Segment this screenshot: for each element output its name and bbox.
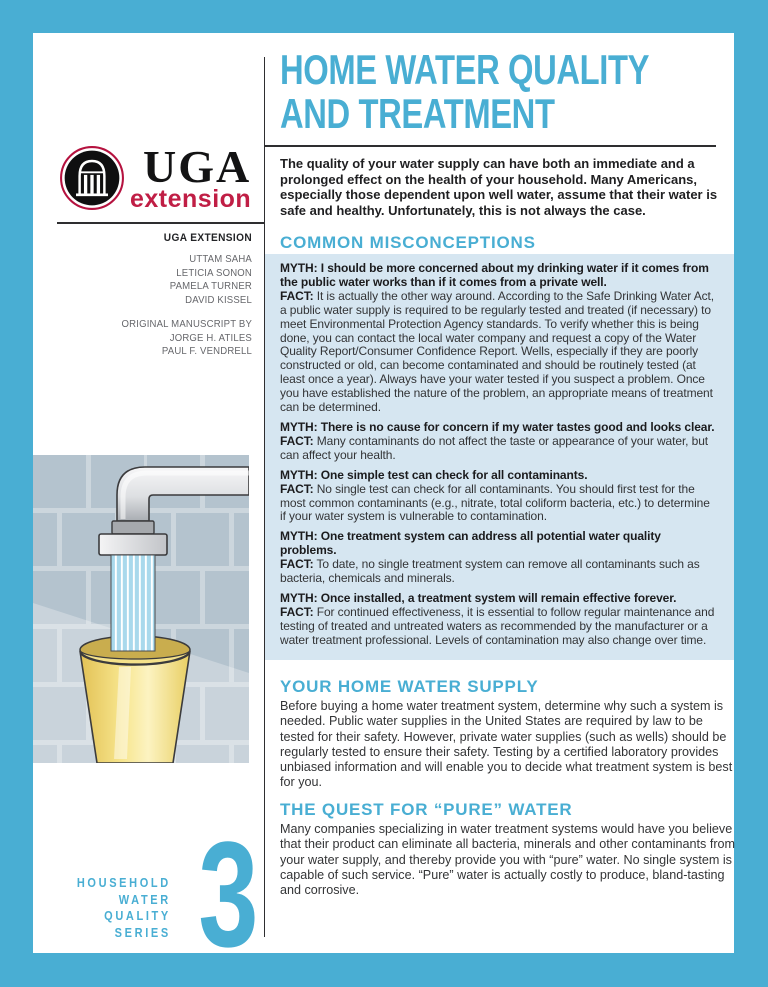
series-badge <box>33 810 258 978</box>
author-name: PAMELA TURNER <box>169 281 252 292</box>
document-page <box>33 33 736 978</box>
misconceptions-box <box>265 254 734 660</box>
pure-water-paragraph: Many companies specializing in water treatment systems would have you believe that their product can eliminate all bacteria, minerals and other contaminants from your water supply, and thereby provide you with “pure” water. No single system is capable of such service. “Pure” water is actually costly to produce, bland-tasting and corrosive. <box>280 822 736 898</box>
myth-item <box>280 592 718 648</box>
manuscript-credits <box>73 318 252 359</box>
cup-body <box>80 651 190 763</box>
fact-text: It is actually the other way around. According to the Safe Drinking Water Act, a public water supply is required to be regularly tested and treated (if necessary) to meet Environmental Protection Agency standards. To verify whether this is being done, you can contact the local water company and request a copy of the Water Quality Report/Consumer Confidence Report. Wells, especially if they are poorly constructed or old, can become contaminated and should be routinely tested (at least once a year). Always have your water tested if you suspect a problem. Once you have established the nature of the problem, an appropriate means of treatment can be determined. <box>280 288 715 415</box>
series-label-line: QUALITY <box>103 909 171 923</box>
fact-label: FACT: <box>280 604 314 619</box>
uga-arch-icon <box>59 145 125 211</box>
water-stream <box>111 555 155 651</box>
myth-text: MYTH: I should be more concerned about my drinking water if it comes from the public water works than if it comes from a private well. <box>280 261 709 289</box>
fact-label: FACT: <box>280 557 314 572</box>
credits-heading: UGA EXTENSION <box>163 232 252 244</box>
myth-item <box>280 421 718 463</box>
myth-item <box>280 530 718 586</box>
author-name: UTTAM SAHA <box>189 254 252 265</box>
filter-collar <box>112 521 154 534</box>
page-title-line1: HOME WATER QUALITY <box>280 46 650 93</box>
fact-label: FACT: <box>280 288 314 303</box>
credits-block <box>73 232 252 359</box>
series-label <box>77 875 171 941</box>
myth-text: MYTH: Once installed, a treatment system will remain effective forever. <box>280 590 677 605</box>
author-name: DAVID KISSEL <box>185 294 252 306</box>
fact-text: No single test can check for all contaminants. You should first test for the most common contaminants (e.g., nitrate, total coliform bacteria, etc.) to determine if your water system is vulnerable to contamination. <box>280 481 710 524</box>
myth-text: MYTH: One treatment system can address all potential water quality problems. <box>280 529 661 558</box>
section-heading-pure-water: THE QUEST FOR “PURE” WATER <box>280 800 573 819</box>
logo-sub-text: extension <box>130 185 252 213</box>
series-label-line: HOUSEHOLD <box>76 876 171 890</box>
fact-label: FACT: <box>280 433 314 448</box>
logo-org-text: UGA <box>142 141 252 192</box>
manuscript-label: ORIGINAL MANUSCRIPT BY <box>121 319 252 330</box>
water-supply-paragraph: Before buying a home water treatment system, determine why such a system is needed. Public water supplies in the United States are required by law to be tested for their safety. However, private water supplies (such as wells) should be regularly tested to ensure their safety. Testing by a certified laboratory provides unbiased information and will enable you to decide what treatment system is best for you. <box>280 699 733 790</box>
fact-text: Many contaminants do not affect the taste or appearance of your water, but can affect your health. <box>280 433 709 462</box>
author-name: LETICIA SONON <box>176 267 252 279</box>
title-rule <box>264 145 716 147</box>
fact-text: To date, no single treatment system can remove all contaminants such as bacteria, chemicals and minerals. <box>280 557 700 586</box>
fact-text: For continued effectiveness, it is essential to follow regular maintenance and testing of treated and untreated waters as recommended by the manufacturer or a water treatment professional. Levels of contamination may also change over time. <box>280 604 715 647</box>
manuscript-author: PAUL F. VENDRELL <box>161 346 252 357</box>
manuscript-author: JORGE H. ATILES <box>169 332 252 344</box>
series-number: 3 <box>197 810 258 978</box>
section-heading-water-supply: YOUR HOME WATER SUPPLY <box>280 677 539 696</box>
page-title-line2: AND TREATMENT <box>280 90 555 137</box>
myth-item <box>280 469 718 525</box>
faucet-filter-illustration <box>33 455 249 763</box>
filter-housing <box>99 534 167 555</box>
section-heading-misconceptions: COMMON MISCONCEPTIONS <box>280 233 536 252</box>
page-title <box>280 48 649 136</box>
myth-text: MYTH: One simple test can check for all contaminants. <box>280 467 588 482</box>
series-label-line: SERIES <box>114 925 171 940</box>
uga-extension-logo <box>59 141 252 213</box>
logo-rule <box>57 222 264 224</box>
logo-text <box>130 141 252 213</box>
myth-text: MYTH: There is no cause for concern if my water tastes good and looks clear. <box>280 419 715 434</box>
myth-item <box>280 262 718 415</box>
intro-paragraph: The quality of your water supply can have both an immediate and a prolonged effect on the health of your household. Many Americans, especially those dependent upon well water, assume that their water is safe and healthy. Unfortunately, this is not always the case. <box>280 156 718 218</box>
fact-label: FACT: <box>280 481 314 496</box>
series-label-line: WATER <box>118 892 171 907</box>
